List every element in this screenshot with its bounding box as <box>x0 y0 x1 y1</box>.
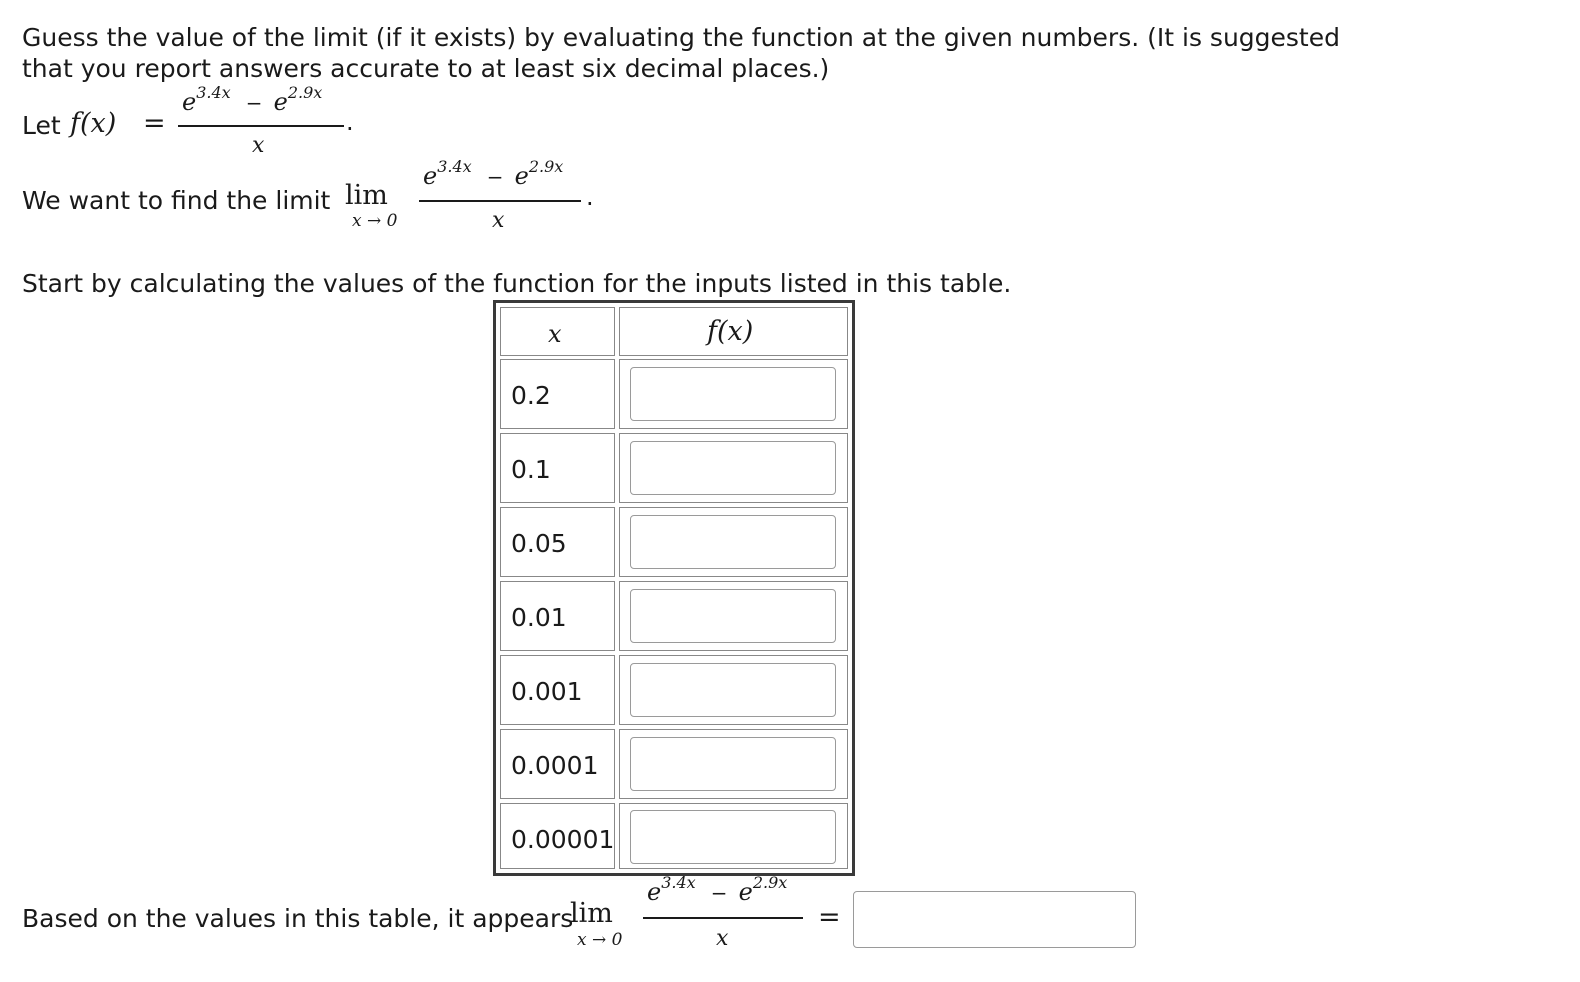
table-row-fx-cell <box>619 581 848 651</box>
table-row-x-cell <box>500 803 615 869</box>
table-row-x-cell <box>500 655 615 725</box>
table-row-x-cell <box>500 359 615 429</box>
header-x: x <box>548 320 562 348</box>
x-value: 0.0001 <box>511 751 599 780</box>
table-row-x-cell <box>500 433 615 503</box>
fraction-bar <box>178 125 344 127</box>
values-table <box>493 300 855 876</box>
period: . <box>586 183 594 211</box>
period: . <box>346 108 354 136</box>
table-row-x-cell <box>500 581 615 651</box>
fx-input-0.001[interactable] <box>630 663 836 717</box>
table-row-x-cell <box>500 729 615 799</box>
conclusion-fraction-bar <box>643 917 803 919</box>
lim-subscript: x → 0 <box>352 211 398 231</box>
x-value: 0.05 <box>511 529 567 558</box>
table-row-fx-cell <box>619 655 848 725</box>
fx-input-0.0001[interactable] <box>630 737 836 791</box>
table-row-fx-cell <box>619 729 848 799</box>
conclusion-text: Based on the values in this table, it appears <box>22 904 574 933</box>
lim-label: lim <box>345 180 388 211</box>
header-x-cell <box>500 307 615 356</box>
table-row-fx-cell <box>619 359 848 429</box>
x-value: 0.001 <box>511 677 583 706</box>
want-text: We want to find the limit <box>22 186 331 215</box>
fx-input-0.1[interactable] <box>630 441 836 495</box>
start-instructions: Start by calculating the values of the function for the inputs listed in this table. <box>22 269 1012 298</box>
header-fx: f(x) <box>707 316 754 347</box>
fx-input-0.01[interactable] <box>630 589 836 643</box>
instructions-line-1: Guess the value of the limit (if it exists) by evaluating the function at the given numbers. (It is suggested <box>22 23 1340 52</box>
let-label: Let <box>22 111 61 140</box>
x-value: 0.2 <box>511 381 551 410</box>
conclusion-lim-label: lim <box>570 898 613 929</box>
limit-denominator: x <box>492 208 505 233</box>
x-value: 0.00001 <box>511 825 615 854</box>
fx-input-0.2[interactable] <box>630 367 836 421</box>
conclusion-denominator: x <box>716 926 729 951</box>
denominator: x <box>252 133 265 158</box>
numerator: e3.4x − e2.9x <box>182 83 323 116</box>
x-value: 0.01 <box>511 603 567 632</box>
table-row-x-cell <box>500 507 615 577</box>
fx-input-0.00001[interactable] <box>630 810 836 864</box>
x-value: 0.1 <box>511 455 551 484</box>
table-row-fx-cell <box>619 507 848 577</box>
instructions-line-2: that you report answers accurate to at least six decimal places.) <box>22 54 830 83</box>
conclusion-lim-subscript: x → 0 <box>577 930 623 950</box>
header-fx-cell <box>619 307 848 356</box>
fx-input-0.05[interactable] <box>630 515 836 569</box>
equals-sign: = <box>143 108 166 139</box>
limit-answer-input[interactable] <box>853 891 1136 948</box>
limit-numerator: e3.4x − e2.9x <box>423 157 564 190</box>
table-row-fx-cell <box>619 803 848 869</box>
limit-fraction-bar <box>419 200 581 202</box>
conclusion-equals: = <box>818 902 841 933</box>
conclusion-numerator: e3.4x − e2.9x <box>647 873 788 906</box>
table-row-fx-cell <box>619 433 848 503</box>
function-name: f(x) <box>70 108 117 139</box>
